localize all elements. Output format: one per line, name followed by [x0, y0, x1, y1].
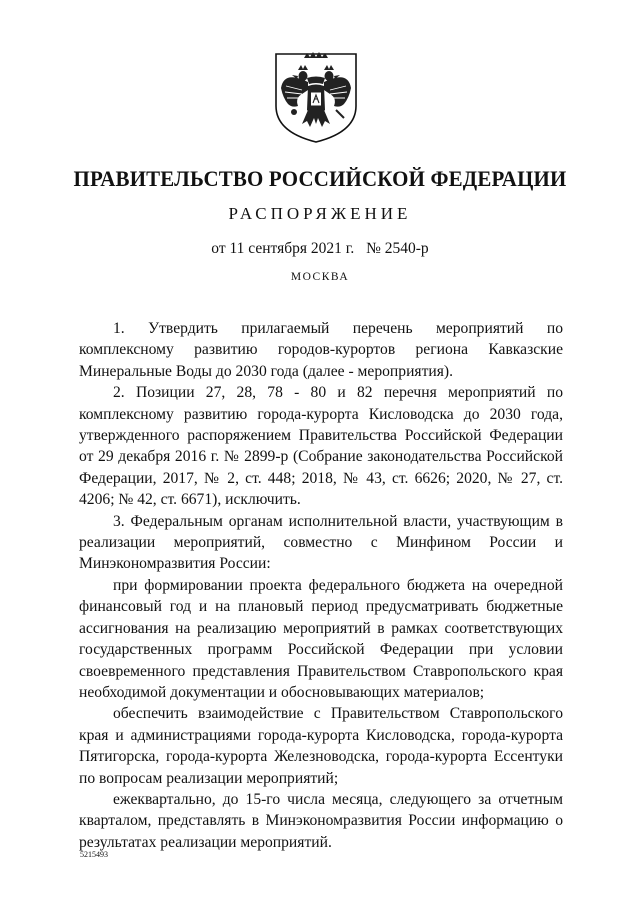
document-body	[79, 318, 563, 853]
paragraph: 3. Федеральным органам исполнительной власти, участвующим в реализации мероприятий, совместно с Минфином России и Минэкономразвития России:	[79, 512, 563, 573]
paragraph: обеспечить взаимодействие с Правительством Ставропольского края и администрациями города-курорта Кисловодска, города-курорта Пятигорска, города-курорта Железноводска, города-курорта Ессентуки по вопросам реализации мероприятий;	[79, 705, 563, 787]
coat-of-arms-icon	[272, 48, 360, 144]
paragraph: 1. Утвердить прилагаемый перечень мероприятий по комплексному развитию городов-курортов региона Кавказские Минеральные Воды до 2030 года (далее - мероприятия).	[79, 320, 563, 380]
paragraph: ежеквартально, до 15-го числа месяца, следующего за отчетным кварталом, представлять в Минэкономразвития России информацию о результатах реализации мероприятий.	[79, 790, 563, 851]
paragraph: 2. Позиции 27, 28, 78 - 80 и 82 перечня мероприятий по комплексному развитию города-курорта Кисловодска до 2030 года, утвержденного распоряжением Правительства Российской Федерации от 29 декабря 2016 г. № 2899-р (Собрание законодательства Российской Федерации, 2017, № 2, ст. 448; 2018, № 43, ст. 6626; 2020, № 27, ст. 4206; № 42, ст. 6671), исключить.	[79, 384, 563, 509]
document-type: РАСПОРЯЖЕНИЕ	[228, 204, 412, 223]
document-number: № 2540-р	[366, 240, 429, 257]
document-date: от 11 сентября 2021 г.	[211, 240, 355, 257]
document-city: МОСКВА	[290, 271, 350, 283]
document-date-line	[0, 240, 640, 258]
government-title: ПРАВИТЕЛЬСТВО РОССИЙСКОЙ ФЕДЕРАЦИИ	[73, 166, 567, 191]
paragraph: при формировании проекта федерального бюджета на очередной финансовый год и на плановый период предусматривать бюджетные ассигнования на реализацию мероприятий в рамках соответствующих государственных программ Российской Федерации при условии своевременного представления Правительством Ставропольского края необходимой документации и обосновывающих материалов;	[79, 576, 563, 701]
footer-code: 5215493	[80, 850, 108, 859]
